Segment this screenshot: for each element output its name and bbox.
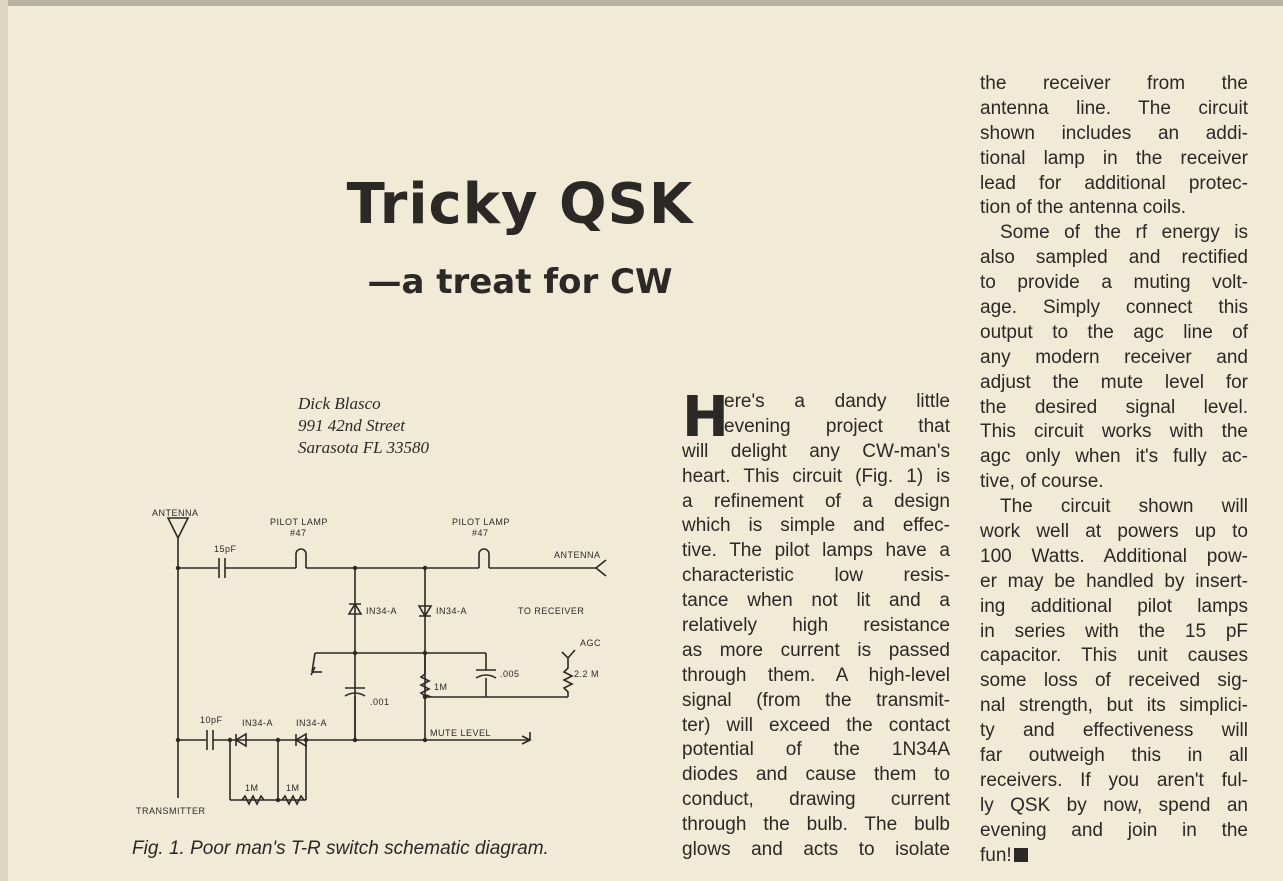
label-mute-level: MUTE LEVEL (430, 728, 492, 738)
text-line: diodes and cause them to (682, 764, 950, 786)
pilot-lamp-1 (296, 549, 306, 568)
article-title: Tricky QSK (346, 172, 694, 237)
author-city: Sarasota FL 33580 (298, 438, 429, 457)
text-line: adjust the mute level for (980, 371, 1248, 393)
label-res-1m-b: 1M (286, 783, 300, 793)
text-line: antenna line. The circuit (980, 97, 1248, 119)
body-column-right (980, 72, 1248, 869)
text-line: will delight any CW-man's (682, 440, 950, 462)
pilot-lamp-2 (479, 549, 489, 568)
drop-cap: H (682, 385, 729, 450)
text-line: far outweigh this in all (980, 745, 1248, 767)
label-cap-15pf: 15pF (214, 544, 237, 554)
text-line: through the bulb. The bulb (682, 814, 950, 836)
text-line: evening project that (724, 415, 950, 437)
antenna-symbol (168, 518, 188, 568)
text-line: heart. This circuit (Fig. 1) is (682, 465, 950, 487)
text-line: The circuit shown will (1000, 496, 1248, 518)
author-byline (298, 393, 429, 459)
article-subtitle: —a treat for CW (367, 262, 673, 302)
text-line: in series with the 15 pF (980, 620, 1248, 642)
text-line: potential of the 1N34A (682, 739, 950, 761)
text-line: lead for additional protec- (980, 172, 1248, 194)
text-line: ter) will exceed the contact (682, 714, 950, 736)
text-line: some loss of received sig- (980, 670, 1248, 692)
label-pilot-lamp-1: PILOT LAMP (270, 517, 328, 527)
text-line: as more current is passed (682, 639, 950, 661)
text-line: the receiver from the (980, 73, 1248, 94)
text-line: fun! (980, 844, 1248, 869)
text-line: conduct, drawing current (682, 789, 950, 811)
label-cap-10pf: 10pF (200, 715, 223, 725)
label-res-22m: 2.2 M (574, 669, 600, 679)
label-pilot-lamp-2-num: #47 (472, 528, 489, 538)
label-diode-4: IN34-A (296, 718, 328, 728)
label-cap-005: .005 (500, 669, 520, 679)
text-line: tional lamp in the receiver (980, 147, 1248, 169)
text-line: tive, of course. (980, 471, 1104, 493)
text-line: ly QSK by now, spend an (980, 794, 1248, 816)
text-line: shown includes an addi- (980, 122, 1248, 144)
text-line: Some of the rf energy is (1000, 222, 1248, 244)
body-column-middle (682, 385, 950, 863)
label-cap-001: .001 (370, 697, 390, 707)
label-transmitter: TRANSMITTER (136, 806, 206, 816)
page-edge-shadow (0, 0, 8, 881)
schematic-diagram (130, 500, 630, 830)
label-pot-1m: 1M (434, 682, 448, 692)
label-pilot-lamp-2: PILOT LAMP (452, 517, 510, 527)
text-line: ere's a dandy little (724, 391, 950, 412)
text-line: tion of the antenna coils. (980, 197, 1186, 219)
text-line: the desired signal level. (980, 396, 1248, 418)
label-pilot-lamp-1-num: #47 (290, 528, 307, 538)
text-line: agc only when it's fully ac- (980, 446, 1248, 468)
text-line: relatively high resistance (682, 615, 950, 637)
label-antenna-top: ANTENNA (152, 508, 199, 518)
top-rule (0, 0, 1283, 6)
text-line: er may be handled by insert- (980, 570, 1248, 592)
text-line: evening and join in the (980, 819, 1248, 841)
label-diode-2: IN34-A (436, 606, 468, 616)
text-line: ing additional pilot lamps (980, 595, 1248, 617)
text-line: output to the agc line of (980, 321, 1248, 343)
text-line: 100 Watts. Additional pow- (980, 545, 1248, 567)
author-street: 991 42nd Street (298, 416, 406, 435)
end-mark-icon (1014, 848, 1028, 862)
label-to-receiver: TO RECEIVER (518, 606, 585, 616)
label-antenna-out: ANTENNA (554, 550, 601, 560)
text-line: which is simple and effec- (682, 515, 950, 537)
label-agc: AGC (580, 638, 602, 648)
text-line: also sampled and rectified (980, 247, 1248, 269)
text-line: tive. The pilot lamps have a (682, 540, 950, 562)
author-name: Dick Blasco (298, 394, 381, 413)
text-line: work well at powers up to (980, 521, 1248, 543)
text-line: through them. A high-level (682, 664, 950, 686)
figure-caption: Fig. 1. Poor man's T-R switch schematic diagram. (132, 838, 549, 859)
text-line: nal strength, but its simplici- (980, 695, 1248, 717)
text-line: to provide a muting volt- (980, 272, 1248, 294)
label-diode-3: IN34-A (242, 718, 274, 728)
text-line: This circuit works with the (980, 421, 1248, 443)
text-line: any modern receiver and (980, 346, 1248, 368)
text-line: capacitor. This unit causes (980, 645, 1248, 667)
text-line: age. Simply connect this (980, 297, 1248, 319)
label-diode-1: IN34-A (366, 606, 398, 616)
text-line: signal (from the transmit- (682, 689, 950, 711)
text-line: characteristic low resis- (682, 565, 950, 587)
text-line: ty and effectiveness will (980, 720, 1248, 742)
text-line: receivers. If you aren't ful- (980, 769, 1248, 791)
text-line: glows and acts to isolate (682, 839, 950, 861)
text-line: tance when not lit and a (682, 590, 950, 612)
text-line: a refinement of a design (682, 490, 950, 512)
label-res-1m-a: 1M (245, 783, 259, 793)
